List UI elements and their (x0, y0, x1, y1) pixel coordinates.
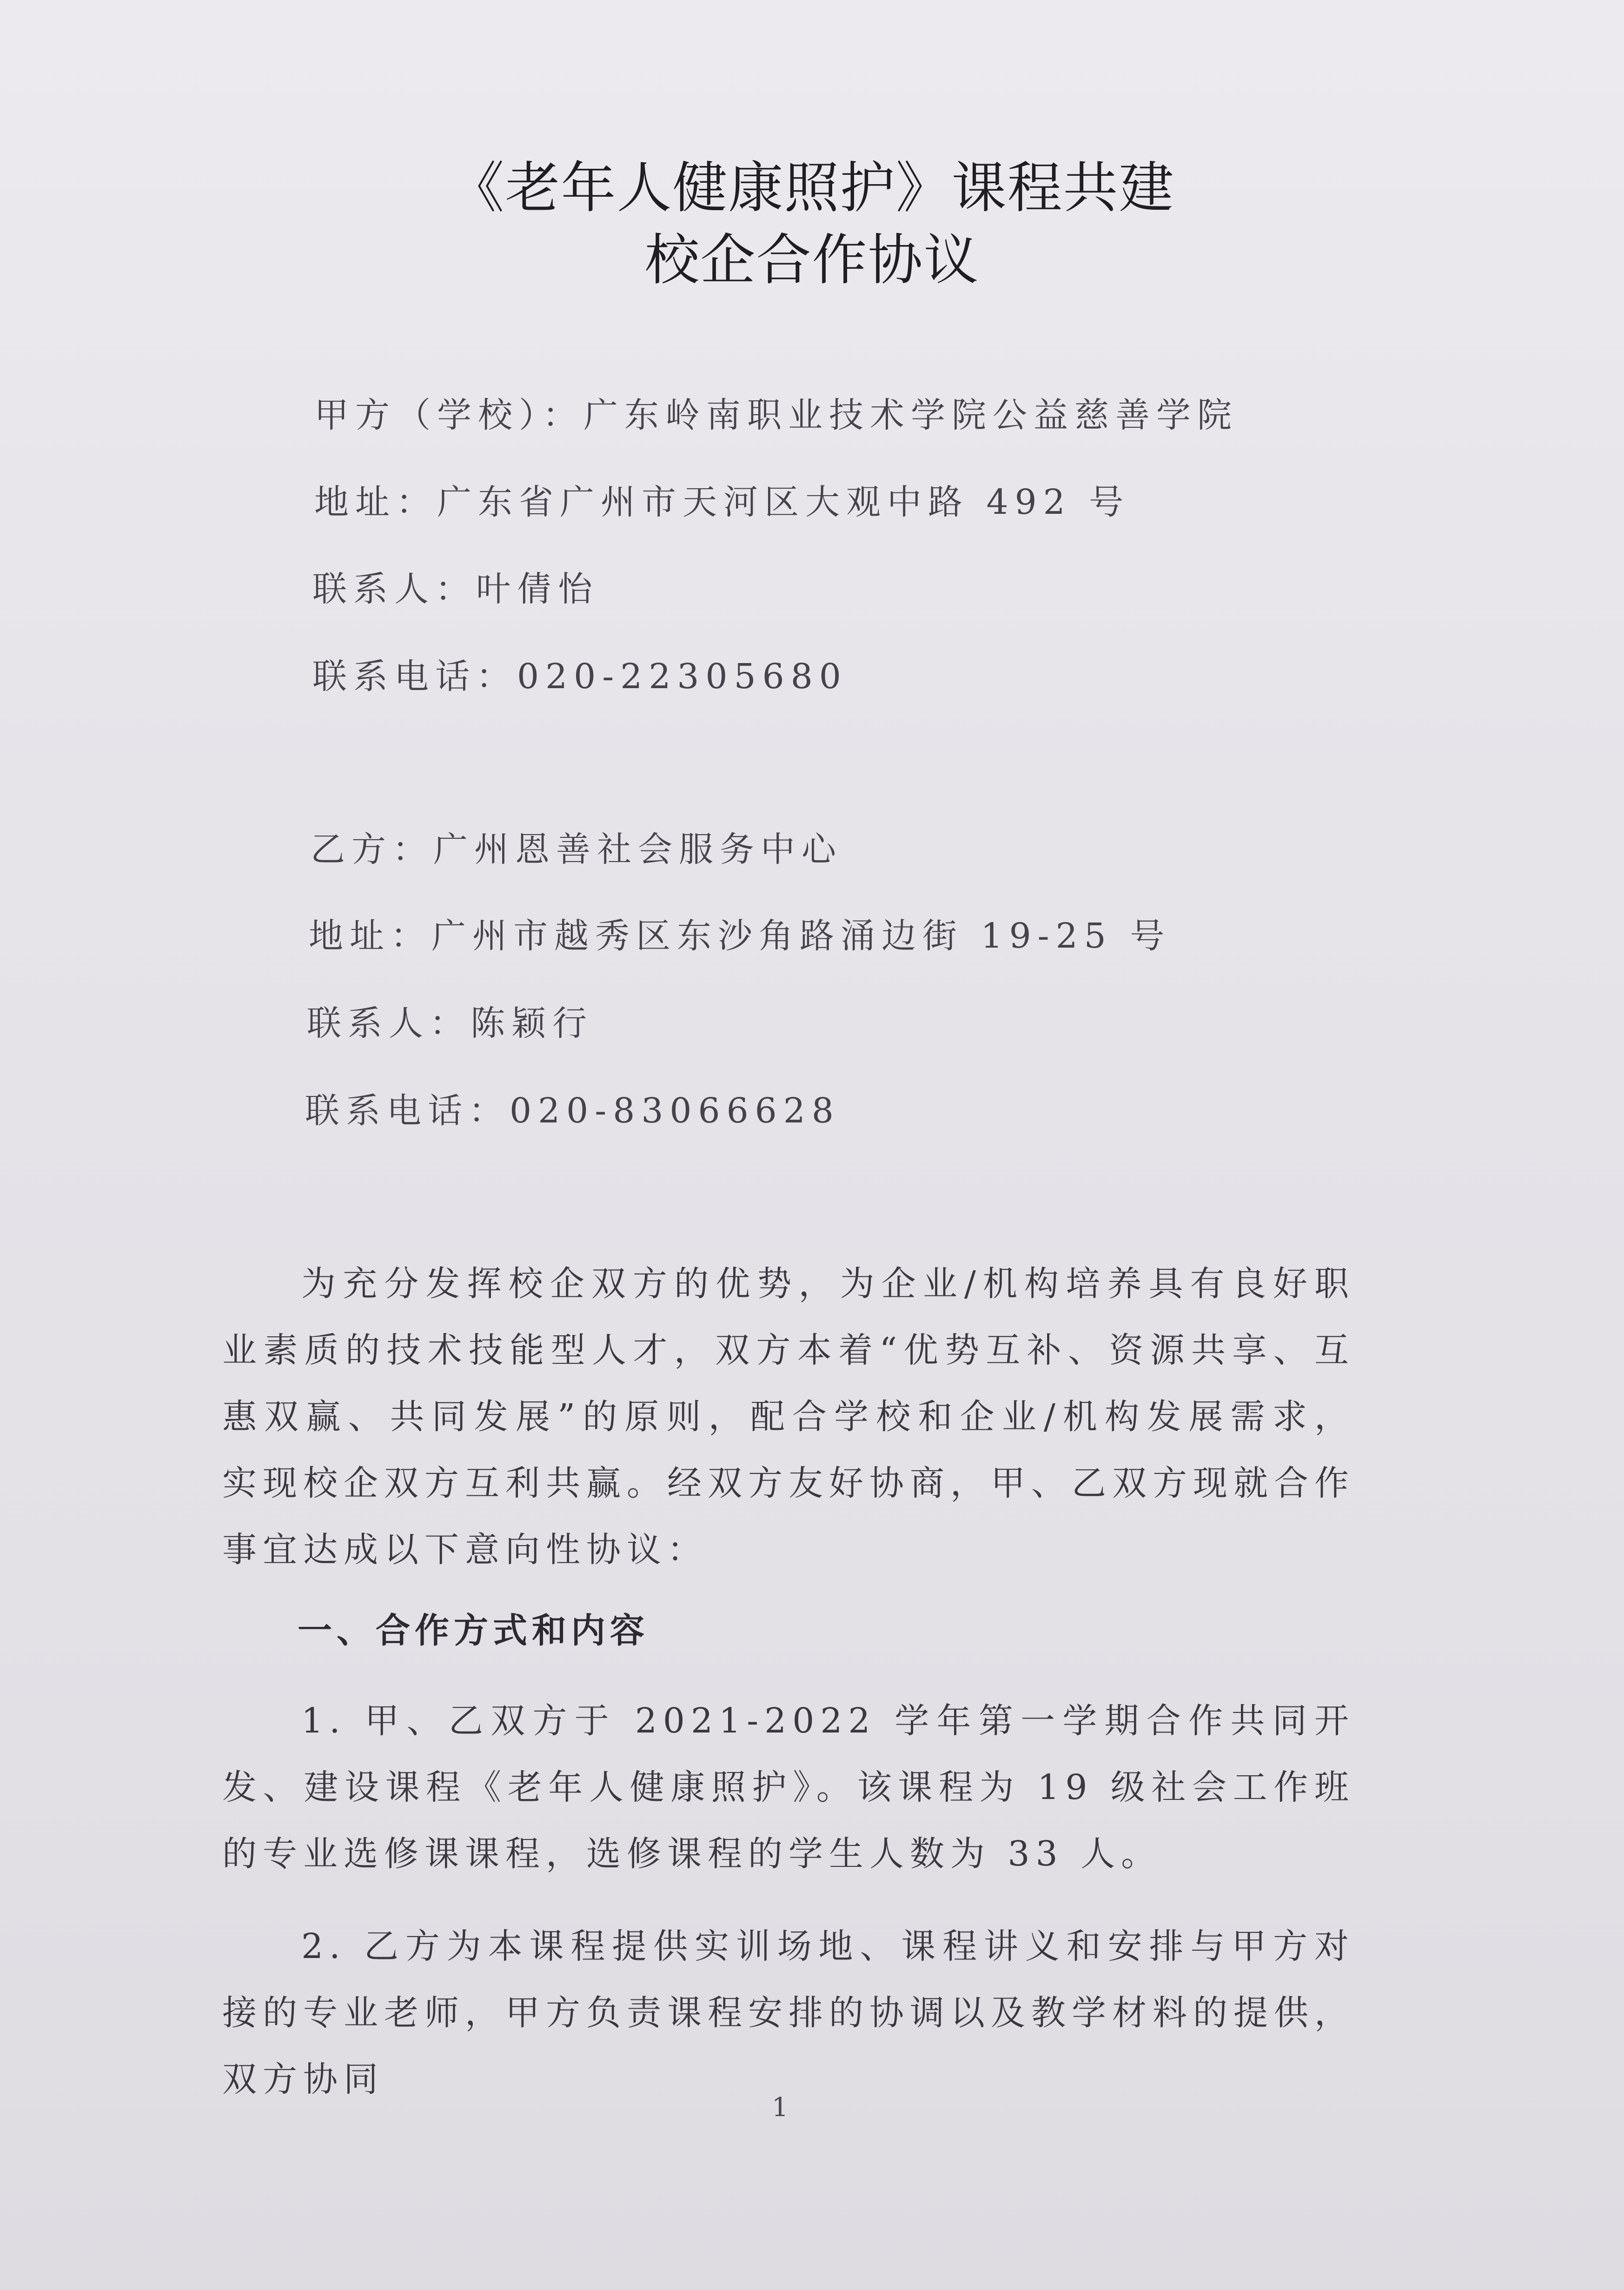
party-a-name: 甲方（学校）：广东岭南职业技术学院公益慈善学院 (314, 395, 1238, 435)
party-b-contact: 联系人：陈颖行 (307, 1003, 593, 1043)
party-b-address: 地址：广州市越秀区东沙角路涌边街 19-25 号 (309, 916, 1171, 956)
intro-paragraph: 为充分发挥校企双方的优势，为企业/机构培养具有良好职业素质的技术技能型人才，双方本着“优势互补、资源共享、互惠双赢、共同发展”的原则，配合学校和企业/机构发展需求，实现校企双方互利共赢。经双方友好协商，甲、乙双方现就合作事宜达成以下意向性协议： (222, 1264, 1355, 1570)
party-a-phone: 联系电话：020-22305680 (312, 657, 848, 697)
clause-2: 2. 乙方为本课程提供实训场地、课程讲义和安排与甲方对接的专业老师，甲方负责课程安排的协调以及教学材料的提供，双方协同 (222, 1926, 1355, 2099)
party-a-address: 地址：广东省广州市天河区大观中路 492 号 (314, 482, 1130, 522)
document-title-line-1: 《老年人健康照护》课程共建 (449, 156, 1175, 220)
section-heading: 一、合作方式和内容 (298, 1611, 649, 1651)
clause-1: 1. 甲、乙双方于 2021-2022 学年第一学期合作共同开发、建设课程《老年人健康照护》。该课程为 19 级社会工作班的专业选修课课程，选修课程的学生人数为 33 人。 (222, 1701, 1355, 1874)
document-title-line-2: 校企合作协议 (644, 228, 980, 292)
party-b-name: 乙方：广州恩善社会服务中心 (311, 830, 842, 870)
party-b-phone: 联系电话：020-83066628 (305, 1091, 840, 1131)
page-number: 1 (772, 2092, 789, 2123)
party-a-contact: 联系人：叶倩怡 (312, 569, 599, 609)
